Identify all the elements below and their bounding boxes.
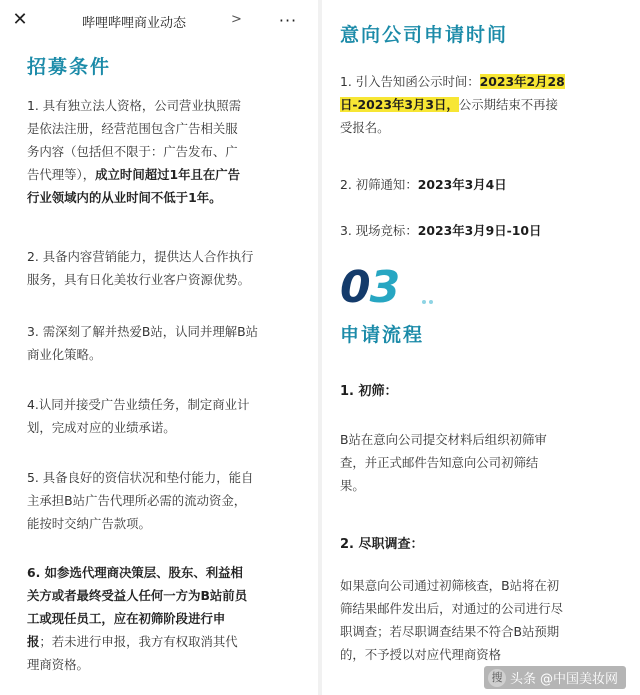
section-number	[340, 263, 399, 313]
text-line: 2. 具备内容营销能力，提供达人合作执行	[27, 249, 254, 264]
date-value: 2023年3月4日	[417, 177, 507, 192]
text-line: 务内容（包括但不限于：广告发布、广	[27, 144, 238, 159]
watermark-logo-icon: 搜	[488, 669, 506, 687]
requirement-item-1	[27, 94, 299, 209]
highlighted-date: 2023年2月28	[479, 74, 565, 89]
text-line: 服务，具有日化美妆行业客户资源优势。	[27, 272, 251, 287]
requirement-item-3	[27, 320, 299, 366]
text-line: 如果意向公司通过初筛核查，B站将在初	[340, 578, 560, 593]
bold-text: 关方或者最终受益人任何一方为B站前员	[27, 588, 248, 603]
requirement-item-6	[27, 561, 299, 676]
text-line: 职调查；若尽职调查结果不符合B站预期	[340, 624, 560, 639]
requirement-item-5	[27, 466, 299, 535]
timeline-item-2	[340, 173, 630, 196]
text-line: 1. 具有独立法人资格，公司营业执照需	[27, 98, 242, 113]
watermark-source: 头条	[509, 672, 536, 687]
section-title-application-time: 意向公司申请时间	[340, 24, 509, 46]
right-article-panel	[322, 0, 640, 695]
watermark-site: @中国美妆网	[539, 672, 618, 687]
bold-text: 成立时间超过1年且在广告	[95, 167, 241, 182]
timeline-item-1	[340, 70, 630, 139]
date-value: 2023年3月9日-10日	[417, 223, 542, 238]
text-line: 2. 初筛通知：	[340, 177, 418, 192]
dot	[429, 300, 433, 304]
text-line: B站在意向公司提交材料后组织初筛审	[340, 432, 547, 447]
number-digit: 3	[369, 262, 400, 313]
bold-text: 报	[27, 634, 40, 649]
text-line: 受报名。	[340, 120, 390, 135]
close-icon[interactable]: ✕	[12, 9, 28, 30]
text-line: 果。	[340, 478, 365, 493]
requirement-item-2	[27, 245, 299, 291]
left-article-panel	[0, 0, 318, 695]
text-line: 5. 具备良好的资信状况和垫付能力，能自	[27, 470, 254, 485]
step-2-heading: 2. 尽职调查：	[340, 537, 424, 552]
more-options-icon[interactable]: ···	[278, 11, 298, 30]
highlighted-date: 日-2023年3月3日，	[340, 97, 459, 112]
text-line: 是依法注册，经营范围包含广告相关服	[27, 121, 238, 136]
timeline-item-3	[340, 219, 630, 242]
text-line: 查，并正式邮件告知意向公司初筛结	[340, 455, 539, 470]
text-line: 告代理等），	[27, 167, 96, 182]
account-title[interactable]: 哔哩哔哩商业动态	[82, 16, 187, 31]
text-line: ；若未进行申报，我方有权取消其代	[39, 634, 238, 649]
step-2-body	[340, 574, 630, 666]
top-bar	[0, 0, 318, 42]
requirement-item-4	[27, 393, 299, 439]
decorative-dots	[422, 297, 444, 307]
number-digit: 0	[340, 262, 370, 313]
text-line: 的，不予授以对应代理商资格	[340, 647, 502, 662]
bold-text: 6. 如参选代理商决策层、股东、利益相	[27, 565, 243, 580]
text-line: 3. 需深刻了解并热爱B站，认同并理解B站	[27, 324, 259, 339]
dot	[422, 300, 426, 304]
text-line: 4.认同并接受广告业绩任务，制定商业计	[27, 397, 250, 412]
bold-text: 工或现任员工，应在初筛阶段进行申	[27, 611, 226, 626]
step-1-body	[340, 428, 630, 497]
step-1-heading: 1. 初筛：	[340, 384, 398, 399]
section-title-process: 申请流程	[340, 324, 425, 346]
text-line: 3. 现场竞标：	[340, 223, 418, 238]
text-line: 筛结果邮件发出后，对通过的公司进行尽	[340, 601, 564, 616]
text-line: 理商资格。	[27, 657, 89, 672]
section-title-recruit: 招募条件	[27, 56, 112, 78]
bold-text: 行业领域内的从业时间不低于1年。	[27, 190, 222, 205]
chevron-right-icon[interactable]: >	[231, 12, 242, 27]
text-line: 公示期结束不再接	[458, 97, 558, 112]
text-line: 划，完成对应的业绩承诺。	[27, 420, 176, 435]
text-line: 商业化策略。	[27, 347, 102, 362]
text-line: 能按时交纳广告款项。	[27, 516, 151, 531]
source-watermark	[484, 666, 626, 689]
text-line: 1. 引入告知函公示时间：	[340, 74, 480, 89]
text-line: 主承担B站广告代理所必需的流动资金，	[27, 493, 247, 508]
